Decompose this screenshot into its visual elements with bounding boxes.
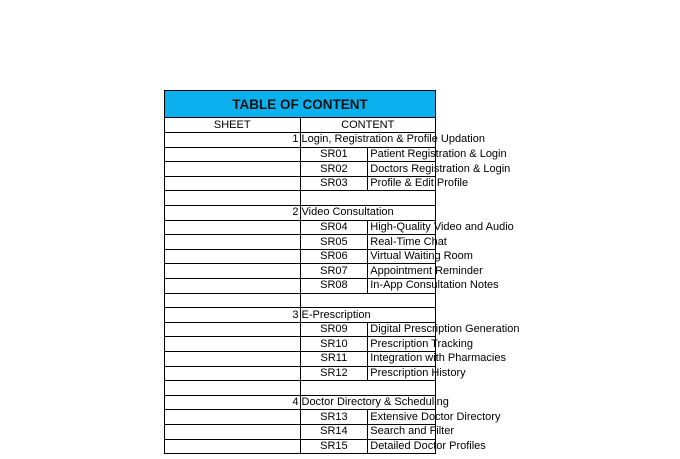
empty-cell	[165, 293, 301, 308]
group-number: 3	[165, 308, 301, 323]
item-label: Extensive Doctor Directory	[368, 410, 436, 425]
spacer-row	[165, 191, 436, 206]
group-number: 1	[165, 133, 301, 148]
table-row	[165, 249, 436, 264]
table-row	[165, 235, 436, 250]
empty-cell	[300, 293, 436, 308]
item-label: Digital Prescription Generation	[368, 322, 436, 337]
table-of-content	[164, 90, 520, 454]
item-label: Prescription Tracking	[368, 337, 436, 352]
item-label: Patient Registration & Login	[368, 147, 436, 162]
empty-cell	[165, 424, 301, 439]
sheet-header: SHEET	[165, 118, 301, 133]
sheet-code: SR10	[300, 337, 368, 352]
group-row	[165, 395, 436, 410]
sheet-code: SR14	[300, 424, 368, 439]
empty-cell	[165, 220, 301, 235]
toc-table	[164, 118, 520, 454]
header-row	[165, 118, 436, 133]
table-row	[165, 279, 436, 294]
empty-cell	[165, 322, 301, 337]
sheet-code: SR08	[300, 279, 368, 294]
empty-cell	[165, 176, 301, 191]
table-row	[165, 220, 436, 235]
group-number: 2	[165, 206, 301, 221]
table-row	[165, 424, 436, 439]
empty-cell	[165, 162, 301, 177]
empty-cell	[165, 249, 301, 264]
empty-cell	[165, 352, 301, 367]
item-label: Integration with Pharmacies	[368, 352, 436, 367]
sheet-code: SR13	[300, 410, 368, 425]
sheet-code: SR07	[300, 264, 368, 279]
group-number: 4	[165, 395, 301, 410]
group-row	[165, 308, 436, 323]
item-label: Doctors Registration & Login	[368, 162, 436, 177]
table-row	[165, 322, 436, 337]
empty-cell	[165, 264, 301, 279]
table-row	[165, 439, 436, 454]
empty-cell	[300, 381, 436, 396]
table-row	[165, 337, 436, 352]
group-name: Login, Registration & Profile Updation	[301, 133, 485, 146]
sheet-code: SR05	[300, 235, 368, 250]
item-label: In-App Consultation Notes	[368, 279, 436, 294]
item-label: Search and Filter	[368, 424, 436, 439]
sheet-code: SR04	[300, 220, 368, 235]
item-label: Profile & Edit Profile	[368, 176, 436, 191]
table-row	[165, 162, 436, 177]
group-name: Video Consultation	[300, 206, 436, 221]
empty-cell	[165, 366, 301, 381]
item-label: Virtual Waiting Room	[368, 249, 436, 264]
table-row	[165, 176, 436, 191]
sheet-code: SR12	[300, 366, 368, 381]
empty-cell	[165, 191, 301, 206]
item-label: Appointment Reminder	[368, 264, 436, 279]
sheet-code: SR15	[300, 439, 368, 454]
empty-cell	[165, 147, 301, 162]
sheet-code: SR01	[300, 147, 368, 162]
group-row	[165, 133, 436, 148]
sheet-code: SR11	[300, 352, 368, 367]
spacer-row	[165, 381, 436, 396]
sheet-code: SR06	[300, 249, 368, 264]
group-name: E-Prescription	[300, 308, 436, 323]
toc-title: TABLE OF CONTENT	[164, 90, 436, 118]
empty-cell	[165, 410, 301, 425]
empty-cell	[165, 235, 301, 250]
empty-cell	[165, 439, 301, 454]
sheet-code: SR02	[300, 162, 368, 177]
spacer-row	[165, 293, 436, 308]
empty-cell	[165, 381, 301, 396]
sheet-code: SR03	[300, 176, 368, 191]
item-label: Detailed Doctor Profiles	[368, 439, 436, 454]
table-row	[165, 366, 436, 381]
item-label: High-Quality Video and Audio	[368, 220, 436, 235]
item-label: Real-Time Chat	[368, 235, 436, 250]
empty-cell	[165, 337, 301, 352]
empty-cell	[300, 191, 436, 206]
group-row	[165, 206, 436, 221]
empty-cell	[165, 279, 301, 294]
table-row	[165, 352, 436, 367]
content-header: CONTENT	[300, 118, 436, 133]
sheet-code: SR09	[300, 322, 368, 337]
table-row	[165, 264, 436, 279]
item-label: Prescription History	[368, 366, 436, 381]
table-row	[165, 147, 436, 162]
table-row	[165, 410, 436, 425]
group-name: Doctor Directory & Scheduling	[301, 396, 449, 409]
